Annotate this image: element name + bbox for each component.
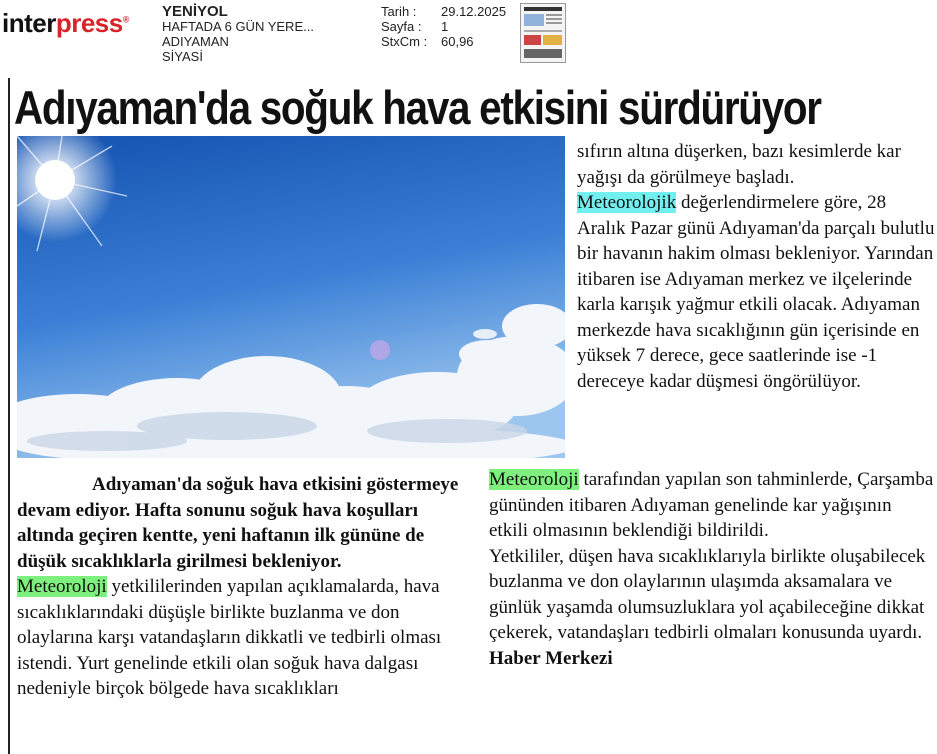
paragraph-5: Yetkililer, düşen hava sıcaklıklarıyla birlikte oluşabilecek buzlanma ve don olaylarının ulaşımda aksamalara ve günlük yaşamda olumsuzluklara yol açabileceğine dikkat çekerek, vatandaşları tedbirli olmaları konusunda uyardı. — [489, 545, 926, 643]
paragraph-1 — [17, 574, 467, 702]
publication-info — [162, 4, 314, 64]
article-byline: Haber Merkezi — [489, 647, 613, 669]
publication-city: ADIYAMAN — [162, 34, 229, 49]
stxcm-label: StxCm : — [381, 34, 428, 49]
paragraph-2: sıfırın altına düşerken, bazı kesimlerde kar yağışı da görülmeye başladı. — [577, 141, 901, 188]
page-value: 1 — [441, 19, 449, 34]
article-column-1 — [17, 472, 467, 702]
logo-accent-text: press — [55, 8, 123, 38]
publication-name: YENİYOL — [162, 3, 228, 20]
keyword-meteorolojik: Meteorolojik — [577, 192, 677, 213]
interpress-logo — [2, 8, 129, 39]
article-column-2-top — [577, 139, 937, 394]
article-lead: Adıyaman'da soğuk hava etkisini göstermeye devam ediyor. Hafta sonunu soğuk hava koşulları altında geçiren kentte, yeni haftanın ilk gününe de düşük sıcaklıklarla girilmesi bekleniyor. — [17, 474, 459, 572]
article-headline: Adıyaman'da soğuk hava etkisini sürdürüyor — [14, 81, 821, 134]
stxcm-value: 60,96 — [441, 34, 474, 49]
left-rule — [8, 78, 10, 754]
publication-frequency: HAFTADA 6 GÜN YERE... — [162, 19, 314, 34]
paragraph-3 — [577, 190, 937, 394]
date-label: Tarih : — [381, 4, 417, 19]
paragraph-3-text: değerlendirmelere göre, 28 Aralık Pazar günü Adıyaman'da parçalı bulutlu bir havanın hakim olması bekleniyor. Yarından itibaren ise Adıyaman merkez ve ilçelerinde karla karışık yağmur etkili olacak. Adıyaman merkezde hava sıcaklığının gün içerisinde en yüksek 7 derece, gece saatlerinde ise -1 dereceye kadar düşmesi öngörülüyor. — [577, 192, 935, 392]
sky-clouds-image — [17, 136, 565, 458]
publication-category: SİYASİ — [162, 49, 203, 64]
clipping-meta — [381, 4, 506, 49]
paragraph-1-text: yetkililerinden yapılan açıklamalarda, hava sıcaklıklarındaki düşüşle birlikte buzlanma ve don olaylarına karşı vatandaşların dikkatli ve tedbirli olması istendi. Yurt genelinde etkili olan soğuk hava dalgası nedeniyle birçok bölgede hava sıcaklıkları — [17, 576, 442, 699]
keyword-meteoroloji-1: Meteoroloji — [17, 576, 107, 597]
page-label: Sayfa : — [381, 19, 422, 34]
article-photo-sky — [17, 136, 565, 458]
paragraph-4-text: tarafından yapılan son tahminlerde, Çarşamba gününden itibaren Adıyaman genelinde kar yağışının etkili olmasının beklendiği bildirildi. — [489, 469, 934, 541]
page-thumbnail[interactable] — [520, 3, 566, 63]
paragraph-4 — [489, 467, 934, 544]
keyword-meteoroloji-2: Meteoroloji — [489, 469, 579, 490]
article-column-2-bottom — [489, 467, 934, 671]
date-value: 29.12.2025 — [441, 4, 507, 19]
registered-mark: ® — [122, 14, 129, 25]
logo-main-text: inter — [2, 8, 56, 38]
